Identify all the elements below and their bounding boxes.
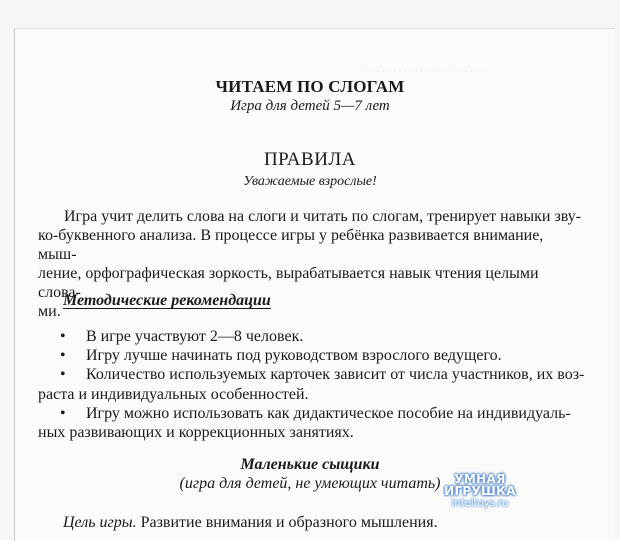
list-item-text: В игре участвуют 2—8 человек. [86,328,304,345]
list-item [38,327,583,346]
intro-line: ко-буквенного анализа. В процессе игры у ребёнка развивается внимание, мыш- [38,227,544,263]
bullet: • [60,328,66,345]
watermark-logo [430,473,530,509]
goal-label: Цель игры. [63,514,137,531]
list-item-text: Игру можно использовать как дидактическое пособие на индивидуаль- [86,404,571,422]
rules-heading: ПРАВИЛА [263,149,357,170]
list-item-continuation [38,385,583,404]
document-subtitle: Игра для детей 5—7 лет [230,98,390,114]
list-item [38,404,583,423]
game-goal [63,514,438,532]
bullet: • [60,366,66,384]
watermark-name: УМНАЯ ИГРУШКА [444,472,516,498]
goal-text: Развитие внимания и образного мышления. [136,514,438,531]
list-item-continuation [38,423,583,442]
bleed-through-text: . . . . . . . . . . . . . . . . . . . . . . . [360,63,484,75]
list-item-text: ных развивающих и коррекционных занятиях. [38,423,354,441]
game-title: Маленькие сыщики [240,456,380,473]
game-subtitle: (игра для детей, не умеющих читать) [179,475,441,492]
greeting: Уважаемые взрослые! [243,174,377,189]
list-item-text: раста и индивидуальных особенностей. [38,385,309,403]
intro-line: ление, орфографическая зоркость, вырабатывается навык чтения целыми слова- [38,265,539,301]
intro-line: ми. [38,303,61,320]
recommendations-list [38,327,583,442]
bullet: • [60,404,66,422]
list-item-text: Количество используемых карточек зависит от числа участников, их воз- [86,366,585,384]
list-item-text: Игру лучше начинать под руководством взрослого ведущего. [86,347,502,365]
intro-line: Игра учит делить слова на слоги и читать по слогам, тренирует навыки зву- [64,208,582,225]
bullet: • [60,347,66,365]
recommendations-heading: Методические рекомендации [63,292,271,309]
watermark-site: inteltoys.ru [451,498,509,509]
list-item [38,346,583,365]
document-title: ЧИТАЕМ ПО СЛОГАМ [215,77,405,96]
list-item [38,365,583,384]
